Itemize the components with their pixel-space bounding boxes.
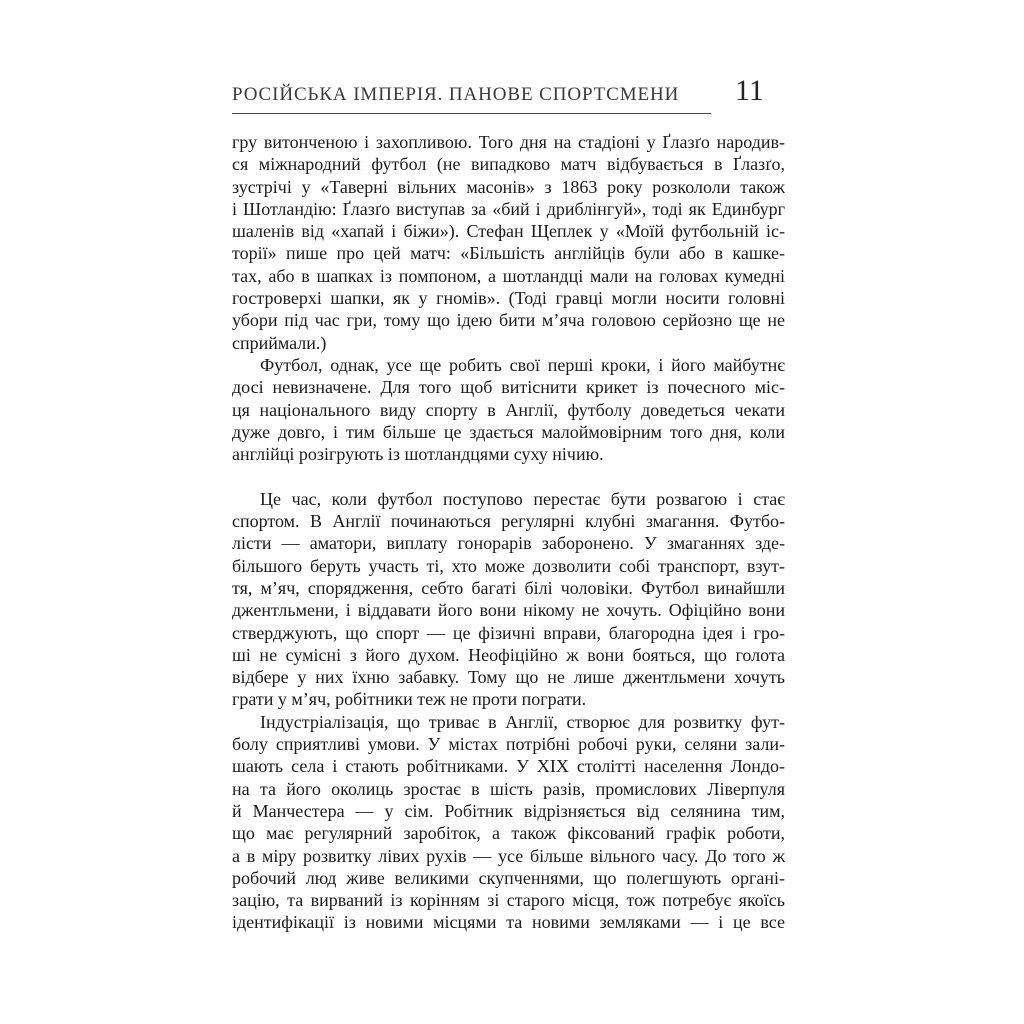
text-line: шаленів від «хапай і біжи»). Стефан Щеплек у «Моїй футбольній іс- [232, 221, 785, 242]
text-line: англійці розігрують із шотландцями суху нічию. [232, 444, 604, 465]
text-line: лісти — аматори, виплату гонорарів заборонено. У змаганнях зде- [232, 533, 785, 554]
text-line: Футбол, однак, усе ще робить свої перші кроки, і його майбутнє [260, 354, 785, 375]
body-text [232, 131, 785, 934]
paragraph [232, 131, 785, 354]
text-line: тя, м’яч, спорядження, себто багаті білі чоловіки. Футбол винайшли [232, 577, 785, 598]
text-line: зустрічі у «Таверні вільних масонів» з 1863 року розкололи також [232, 176, 785, 197]
text-line: грати у м’яч, робітники теж не проти пограти. [232, 689, 587, 710]
text-line: гостроверхі шапки, як у гномів». (Тоді гравці могли носити головні [232, 288, 785, 309]
page-number: 11 [735, 74, 764, 107]
text-line: спортом. В Англії починаються регулярні клубні змагання. Футбо- [232, 511, 785, 532]
text-line: і Шотландію: Ґлазґо виступав за «бий і дриблінгуй», тоді як Единбург [232, 198, 785, 219]
text-line: більшого беруть участь ті, хто може дозволити собі транспорт, взут- [232, 555, 785, 576]
text-line: робочий люд живе великими скупченнями, що полегшують органі- [232, 867, 785, 888]
text-line: ідентифікації із новими місцями та новими земляками — і це все [232, 912, 785, 933]
text-line: сприймали.) [232, 332, 327, 353]
chapter-running-title: РОСІЙСЬКА ІМПЕРІЯ. ПАНОВЕ СПОРТСМЕНИ [232, 84, 711, 114]
text-line: гру витонченою і захопливою. Того дня на стадіоні у Ґлазґо народив- [232, 132, 785, 152]
text-line: дуже довго, і тим більше це здається малоймовірним того дня, коли [232, 421, 785, 442]
text-line: джентльмени, і віддавати його вони нікому не хочуть. Офіційно вони [232, 600, 785, 621]
text-line: на та його околиць зростає в шість разів, промислових Ліверпуля [232, 778, 785, 799]
text-line: торії» пише про цей матч: «Більшість англійців були або в кашке- [232, 243, 785, 264]
text-line: й Манчестера — у сім. Робітник відрізняється від селянина тим, [232, 800, 785, 821]
text-line: Це час, коли футбол поступово перестає бути розвагою і стає [260, 488, 785, 509]
text-line: ця національного виду спорту в Англії, футболу доведеться чекати [232, 399, 785, 420]
text-line: ся міжнародний футбол (не випадково матч відбувається в Ґлазґо, [232, 154, 785, 175]
text-line: а в міру розвитку лівих рухів — усе більше вільного часу. До того ж [232, 845, 785, 866]
text-line: Індустріалізація, що триває в Англії, створює для розвитку фут- [260, 711, 785, 732]
page-header [232, 74, 785, 114]
text-line: досі невизначене. Для того щоб витіснити крикет із почесного міс- [232, 377, 785, 398]
text-line: відбере у них їхню забавку. Тому що не лише джентльмени хочуть [232, 667, 785, 688]
text-line: болу сприятливі умови. У містах потрібні робочі руки, селяни зали- [232, 734, 785, 755]
text-line: тах, або в шапках із помпоном, а шотландці мали на головах кумедні [232, 265, 785, 286]
paragraph [232, 488, 785, 711]
paragraph [232, 354, 785, 465]
page-content [232, 74, 785, 934]
text-line: шають села і стають робітниками. У XIX столітті населення Лондо- [232, 756, 785, 777]
paragraph [232, 711, 785, 934]
text-line: ші не сумісні з його духом. Неофіційно ж вони бояться, що голота [232, 644, 785, 665]
text-line: убори під час гри, тому що ідею бити м’яча головою серйозно ще не [232, 310, 785, 331]
text-line: що має регулярний заробіток, а також фіксований графік роботи, [232, 823, 785, 844]
text-line: зацію, та вирваний із корінням зі старого місця, тож потребує якоїсь [232, 890, 785, 911]
text-line: стверджують, що спорт — це фізичні вправи, благородна ідея і гро- [232, 622, 785, 643]
